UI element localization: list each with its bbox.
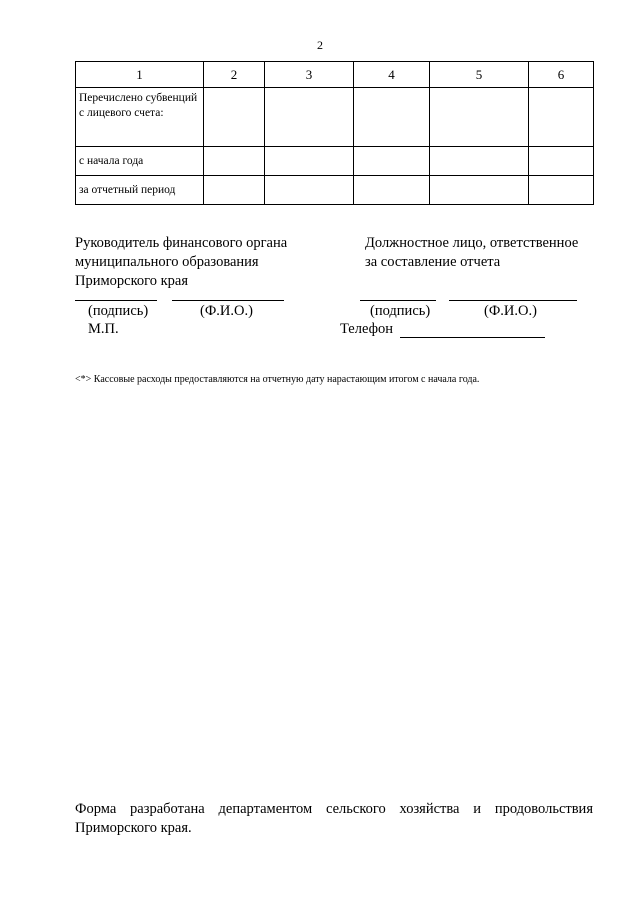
table-cell: [529, 88, 594, 147]
table-cell: [265, 147, 354, 176]
table-header-cell: 1: [76, 62, 204, 88]
left-signatory-title: Руководитель финансового органа муниципального образования Приморского края: [75, 235, 288, 289]
table-cell: [354, 88, 430, 147]
right-signature-line: [360, 300, 436, 301]
table-row: [76, 147, 594, 176]
table-cell: [529, 147, 594, 176]
table-cell: [204, 88, 265, 147]
left-name-line: [172, 300, 284, 301]
table-header-row: [76, 62, 594, 88]
page-number: 2: [317, 38, 323, 52]
right-signatory-title: Должностное лицо, ответственное за составление отчета: [365, 235, 579, 270]
table-cell: [204, 147, 265, 176]
table-row: [76, 88, 594, 147]
table-cell: [354, 147, 430, 176]
seal-label: М.П.: [88, 321, 119, 337]
table-cell: [204, 176, 265, 205]
left-signature-line: [75, 300, 157, 301]
phone-line: [400, 337, 545, 338]
table-cell: [265, 88, 354, 147]
row-label: за отчетный период: [76, 176, 204, 205]
right-name-caption: (Ф.И.О.): [484, 303, 537, 319]
table-header-cell: 3: [265, 62, 354, 88]
right-name-line: [449, 300, 577, 301]
right-signature-caption: (подпись): [370, 303, 431, 319]
row-label: с начала года: [76, 147, 204, 176]
table-header-cell: 6: [529, 62, 594, 88]
table-cell: [430, 147, 529, 176]
table-cell: [265, 176, 354, 205]
table-header-cell: 5: [430, 62, 529, 88]
footer-note: Форма разработана департаментом сельского хозяйства и продовольствия Приморского края.: [75, 801, 593, 836]
table-cell: [430, 88, 529, 147]
report-table: [75, 61, 594, 205]
phone-label: Телефон: [340, 321, 393, 337]
footnote: <*> Кассовые расходы предоставляются на отчетную дату нарастающим итогом с начала года.: [75, 374, 480, 385]
table-header-cell: 4: [354, 62, 430, 88]
table-cell: [354, 176, 430, 205]
left-signature-caption: (подпись): [88, 303, 149, 319]
table-cell: [430, 176, 529, 205]
table-cell: [529, 176, 594, 205]
table-row: [76, 176, 594, 205]
left-name-caption: (Ф.И.О.): [200, 303, 253, 319]
row-label: Перечислено субвенций с лицевого счета:: [76, 88, 204, 147]
table-header-cell: 2: [204, 62, 265, 88]
